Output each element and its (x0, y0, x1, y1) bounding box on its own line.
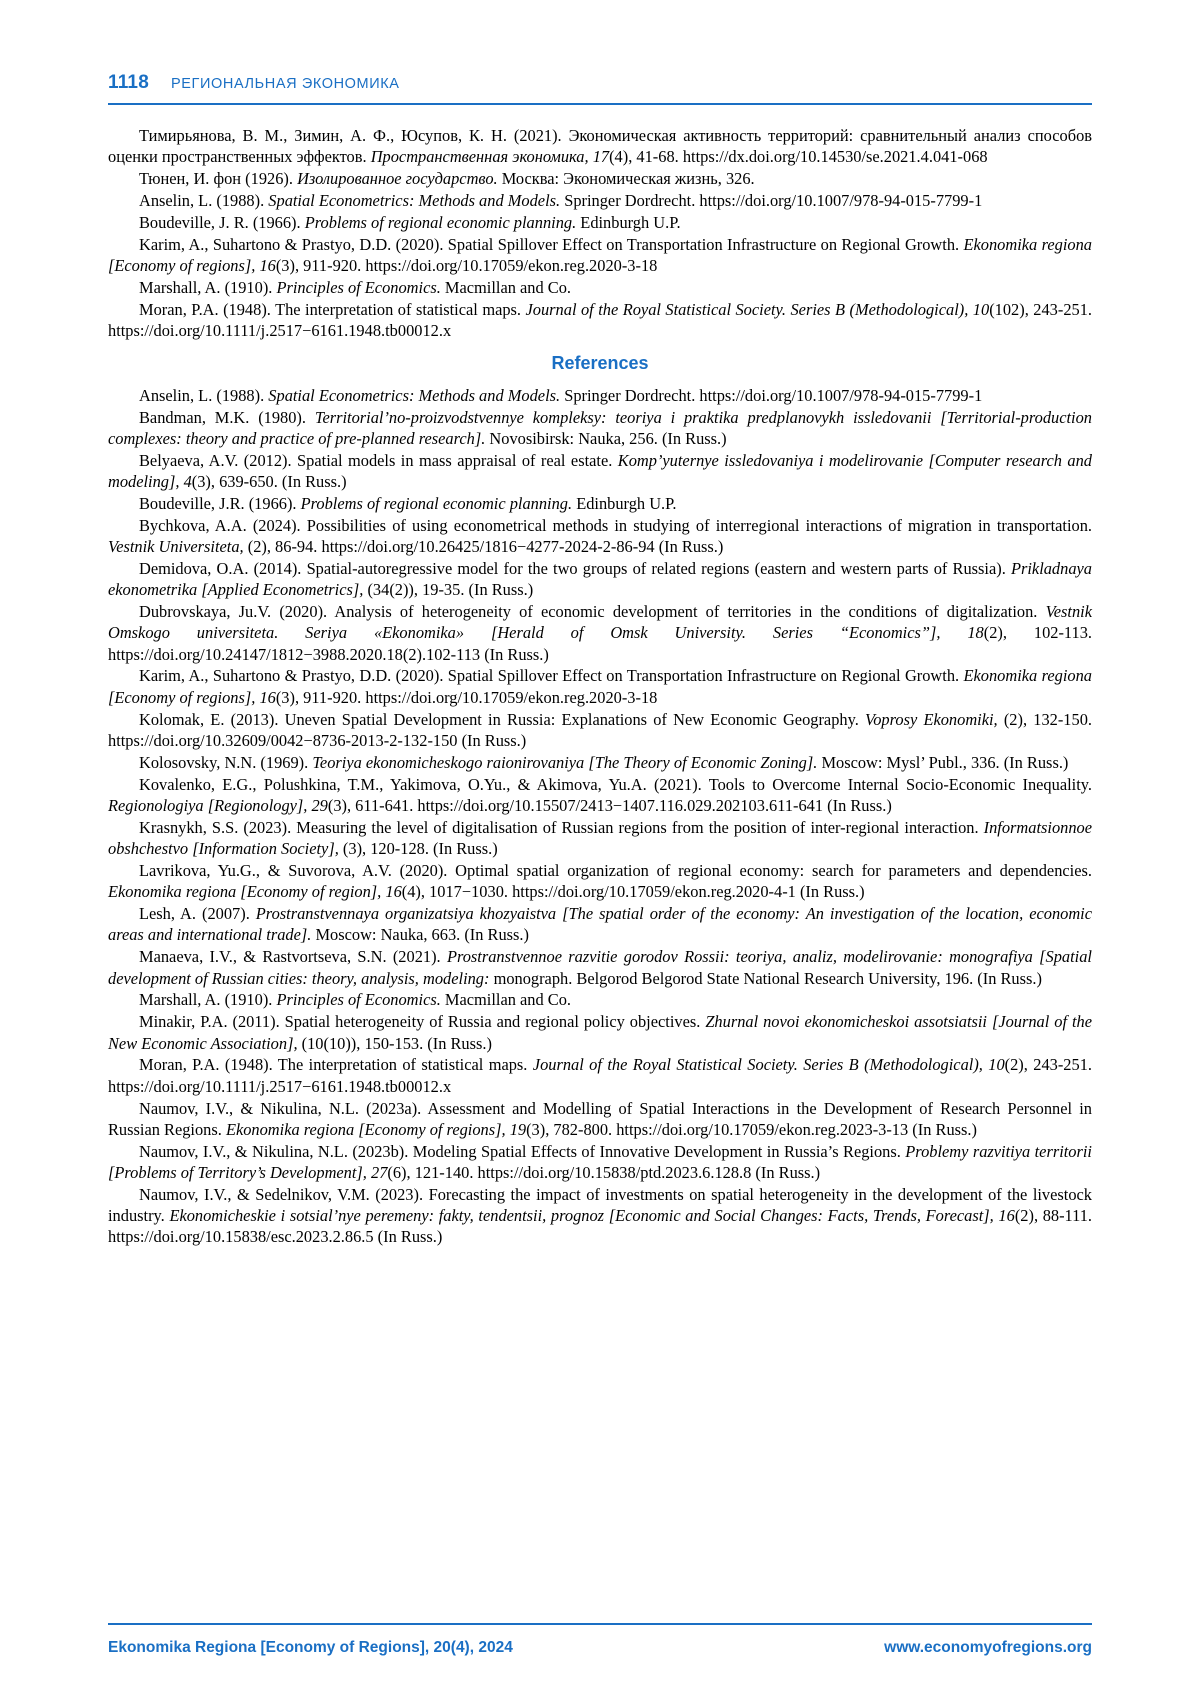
footer-divider (108, 1623, 1092, 1625)
reference-item: Marshall, A. (1910). Principles of Economics. Macmillan and Co. (139, 277, 572, 297)
references-content (108, 125, 1092, 1248)
page-header (108, 72, 1092, 94)
page-number: 1118 (108, 72, 149, 93)
reference-item: Bychkova, A.A. (2024). Possibilities of using econometrical methods in studying of interregional interactions of migration in transportation. Vestnik Universiteta, (2), 86-94. https://doi.org/10.26425/1816−4277-2024-2-86-94 (In Russ.) (108, 515, 1092, 556)
header-divider (108, 103, 1092, 105)
reference-item: Kovalenko, E.G., Polushkina, T.M., Yakimova, O.Yu., & Akimova, Yu.A. (2021). Tools to Overcome Internal Socio-Economic Inequality. Regionologiya [Regionology], 29(3), 611-641. https://doi.org/10.15507/2413−1407.116.029.202103.611-641 (In Russ.) (108, 774, 1092, 815)
journal-citation: Ekonomika Regiona [Economy of Regions], 20(4), 2024 (108, 1639, 513, 1656)
reference-item: Krasnykh, S.S. (2023). Measuring the level of digitalisation of Russian regions from the position of inter-regional interaction. Informatsionnoe obshchestvo [Information Society], (3), 120-128. (In Russ.) (108, 817, 1092, 859)
reference-item: Anselin, L. (1988). Spatial Econometrics: Methods and Models. Springer Dordrecht. https://doi.org/10.1007/978-94-015-7799-1 (139, 385, 983, 405)
reference-item: Belyaeva, A.V. (2012). Spatial models in mass appraisal of real estate. Komp’yuternye issledovaniya i modelirovanie [Computer research and modeling], 4(3), 639-650. (In Russ.) (108, 450, 1092, 491)
reference-item: Bandman, M.K. (1980). Territorial’no-proizvodstvennye kompleksy: teoriya i praktika predplanovykh issledovanii [Territorial-production complexes: theory and practice of pre-planned research]. Novosibirsk: Nauka, 256. (In Russ.) (108, 407, 1092, 448)
reference-item: Naumov, I.V., & Nikulina, N.L. (2023a). Assessment and Modelling of Spatial Interactions in the Development of Research Personnel in Russian Regions. Ekonomika regiona [Economy of regions], 19(3), 782-800. https://doi.org/10.17059/ekon.reg.2023-3-13 (In Russ.) (108, 1098, 1092, 1139)
page-footer (108, 1639, 1092, 1657)
reference-item: Minakir, P.A. (2011). Spatial heterogeneity of Russia and regional policy objectives. Zhurnal novoi ekonomicheskoi assotsiatsii [Journal of the New Economic Association], (10(10)), 150-153. (In Russ.) (108, 1012, 1093, 1053)
reference-item: Manaeva, I.V., & Rastvortseva, S.N. (2021). Prostranstvennoe razvitie gorodov Rossii: teoriya, analiz, modelirovanie: monografiya [Spatial development of Russian cities: theory, analysis, modeling: monograph. Belgorod Belgorod State National Research University, 196. (In Russ.) (108, 947, 1092, 988)
section-title: РЕГИОНАЛЬНАЯ ЭКОНОМИКА (170, 76, 400, 92)
reference-item: Kolomak, E. (2013). Uneven Spatial Development in Russia: Explanations of New Economic Geography. Voprosy Ekonomiki, (2), 132-150. https://doi.org/10.32609/0042−8736-2013-2-132-150 (In Russ.) (108, 709, 1092, 750)
reference-item: Karim, A., Suhartono & Prastyo, D.D. (2020). Spatial Spillover Effect on Transportation Infrastructure on Regional Growth. Ekonomika regiona [Economy of regions], 16(3), 911-920. https://doi.org/10.17059/ekon.reg.2020-3-18 (108, 666, 1092, 707)
reference-item: Boudeville, J.R. (1966). Problems of regional economic planning. Edinburgh U.P. (139, 493, 677, 513)
reference-item: Marshall, A. (1910). Principles of Economics. Macmillan and Co. (139, 990, 572, 1010)
references-heading: References (551, 353, 649, 374)
reference-item: Lavrikova, Yu.G., & Suvorova, A.V. (2020). Optimal spatial organization of regional economy: search for parameters and dependencies. Ekonomika regiona [Economy of region], 16(4), 1017−1030. https://doi.org/10.17059/ekon.reg.2020-4-1 (In Russ.) (108, 860, 1092, 902)
reference-item: Demidova, O.A. (2014). Spatial-autoregressive model for the two groups of related regions (eastern and western parts of Russia). Prikladnaya ekonometrika [Applied Econometrics], (34(2)), 19-35. (In Russ.) (108, 558, 1092, 600)
reference-item: Naumov, I.V., & Nikulina, N.L. (2023b). Modeling Spatial Effects of Innovative Development in Russia’s Regions. Problemy razvitiya territorii [Problems of Territory’s Development], 27(6), 121-140. https://doi.org/10.15838/ptd.2023.6.128.8 (In Russ.) (108, 1141, 1092, 1182)
reference-item: Boudeville, J. R. (1966). Problems of regional economic planning. Edinburgh U.P. (139, 212, 681, 232)
reference-item: Тюнен, И. фон (1926). Изолированное государство. Москва: Экономическая жизнь, 326. (139, 169, 755, 189)
reference-item: Karim, A., Suhartono & Prastyo, D.D. (2020). Spatial Spillover Effect on Transportation Infrastructure on Regional Growth. Ekonomika regiona [Economy of regions], 16(3), 911-920. https://doi.org/10.17059/ekon.reg.2020-3-18 (108, 234, 1092, 275)
reference-item: Moran, P.A. (1948). The interpretation of statistical maps. Journal of the Royal Statistical Society. Series B (Methodological), 10(2), 243-251. https://doi.org/10.1111/j.2517−6161.1948.tb00012.x (108, 1055, 1092, 1096)
reference-item: Dubrovskaya, Ju.V. (2020). Analysis of heterogeneity of economic development of territories in the conditions of digitalization. Vestnik Omskogo universiteta. Seriya «Ekonomika» [Herald of Omsk University. Series “Economics”], 18(2), 102-113. https://doi.org/10.24147/1812−3988.2020.18(2).102-113 (In Russ.) (108, 601, 1092, 664)
reference-item: Anselin, L. (1988). Spatial Econometrics: Methods and Models. Springer Dordrecht. https://doi.org/10.1007/978-94-015-7799-1 (139, 190, 983, 210)
reference-item: Moran, P.A. (1948). The interpretation of statistical maps. Journal of the Royal Statistical Society. Series B (Methodological), 10(102), 243-251. https://doi.org/10.1111/j.2517−6161.1948.tb00012.x (108, 299, 1092, 340)
reference-item: Naumov, I.V., & Sedelnikov, V.M. (2023). Forecasting the impact of investments on spatial heterogeneity in the development of the livestock industry. Ekonomicheskie i sotsial’nye peremeny: fakty, tendentsii, prognoz [Economic and Social Changes: Facts, Trends, Forecast], 16(2), 88-111. https://doi.org/10.15838/esc.2023.2.86.5 (In Russ.) (108, 1184, 1093, 1247)
reference-item: Тимирьянова, В. М., Зимин, А. Ф., Юсупов, К. Н. (2021). Экономическая активность территорий: сравнительный анализ способов оценки пространственных эффектов. Пространственная экономика, 17(4), 41-68. https://dx.doi.org/10.14530/se.2021.4.041-068 (108, 126, 1092, 167)
reference-item: Lesh, A. (2007). Prostranstvennaya organizatsiya khozyaistva [The spatial order of the economy: An investigation of the location, economic areas and international trade]. Moscow: Nauka, 663. (In Russ.) (108, 904, 1092, 945)
reference-item: Kolosovsky, N.N. (1969). Teoriya ekonomicheskogo raionirovaniya [The Theory of Economic Zoning]. Moscow: Mysl’ Publ., 336. (In Russ.) (139, 752, 1069, 772)
journal-website-link[interactable]: www.economyofregions.org (884, 1639, 1092, 1656)
